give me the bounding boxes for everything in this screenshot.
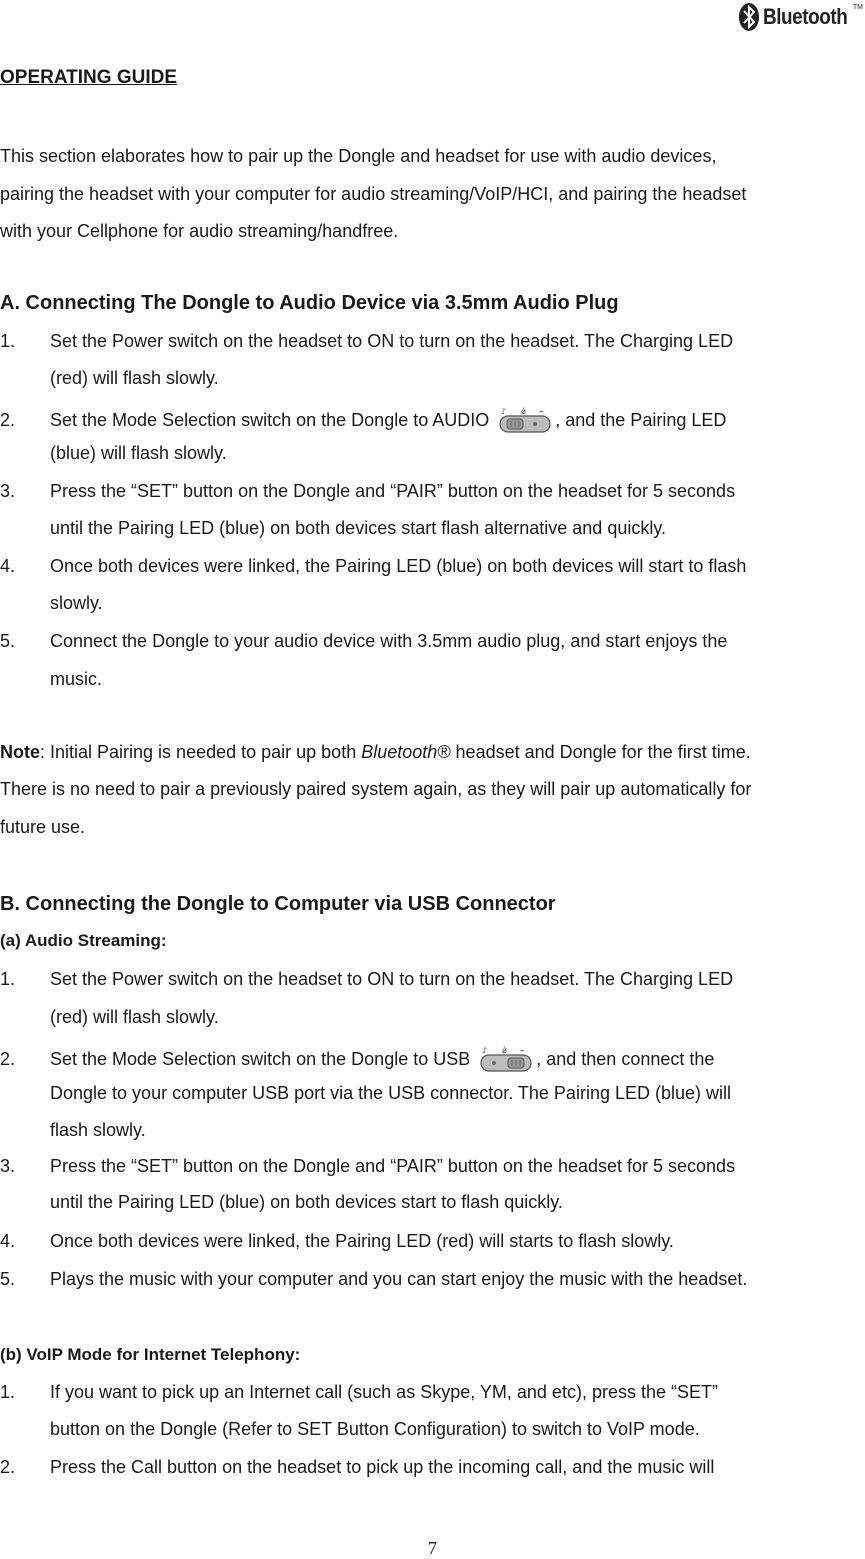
a-item-5-line-1: Connect the Dongle to your audio device with 3.5mm audio plug, and start enjoys the	[50, 631, 728, 651]
b-item-5-line-1: Plays the music with your computer and you can start enjoy the music with the headset.	[50, 1269, 748, 1289]
a-item-5-line-2: music.	[50, 669, 103, 689]
note-text-pre: : Initial Pairing is needed to pair up both	[40, 742, 362, 762]
a-item-1-number: 1.	[0, 331, 16, 351]
mode-selection-switch-icon	[497, 405, 553, 435]
a-item-2-text-post: , and the Pairing LED	[555, 410, 727, 430]
intro-line-3: with your Cellphone for audio streaming/handfree.	[0, 221, 399, 241]
a-item-2-text-pre: Set the Mode Selection switch on the Dongle to AUDIO	[50, 410, 490, 430]
bb-item-2-number: 2.	[0, 1457, 16, 1477]
a-item-5-number: 5.	[0, 631, 16, 651]
b-item-3-number: 3.	[0, 1156, 16, 1176]
note-label: Note	[0, 742, 40, 762]
b-item-2-text-pre: Set the Mode Selection switch on the Dongle to USB	[50, 1049, 471, 1069]
note-brand: Bluetooth®	[361, 742, 451, 762]
bb-item-1-number: 1.	[0, 1382, 16, 1402]
section-b-sub-a: (a) Audio Streaming:	[0, 931, 167, 950]
bluetooth-rune-icon	[738, 2, 760, 32]
a-item-2-number: 2.	[0, 410, 16, 430]
a-item-2-line-1	[50, 409, 726, 431]
b-item-3-line-1: Press the “SET” button on the Dongle and “PAIR” button on the headset for 5 seconds	[50, 1156, 736, 1176]
mode-selection-switch-icon	[478, 1044, 534, 1074]
svg-text:ǿ: ǿ	[502, 1046, 508, 1056]
bb-item-1-line-2: button on the Dongle (Refer to SET Button Configuration) to switch to VoIP mode.	[50, 1419, 700, 1439]
b-item-2-text-post: , and then connect the	[536, 1049, 715, 1069]
b-item-4-number: 4.	[0, 1231, 16, 1251]
a-item-1-line-2: (red) will flash slowly.	[50, 368, 219, 388]
a-item-3-line-2: until the Pairing LED (blue) on both devices start flash alternative and quickly.	[50, 518, 666, 538]
note-line-3: future use.	[0, 817, 86, 837]
a-item-3-line-1: Press the “SET” button on the Dongle and “PAIR” button on the headset for 5 seconds	[50, 481, 736, 501]
note-line-2: There is no need to pair a previously paired system again, as they will pair up automatically for	[0, 779, 752, 799]
section-b-heading: B. Connecting the Dongle to Computer via USB Connector	[0, 893, 556, 915]
a-item-4-number: 4.	[0, 556, 16, 576]
b-item-2-line-2: Dongle to your computer USB port via the USB connector. The Pairing LED (blue) will	[50, 1083, 731, 1103]
section-b-sub-b: (b) VoIP Mode for Internet Telephony:	[0, 1345, 301, 1364]
a-item-1-line-1: Set the Power switch on the headset to ON to turn on the headset. The Charging LED	[50, 331, 734, 351]
svg-text:♪: ♪	[501, 407, 507, 417]
b-item-1-number: 1.	[0, 969, 16, 989]
intro-line-2: pairing the headset with your computer for audio streaming/VoIP/HCI, and pairing the headset	[0, 184, 747, 204]
a-item-4-line-1: Once both devices were linked, the Pairing LED (blue) on both devices will start to flash	[50, 556, 747, 576]
bb-item-2-line-1: Press the Call button on the headset to pick up the incoming call, and the music will	[50, 1457, 715, 1477]
logo-trademark: TM	[852, 4, 863, 11]
b-item-4-line-1: Once both devices were linked, the Pairing LED (red) will starts to flash slowly.	[50, 1231, 674, 1251]
svg-text:ǿ: ǿ	[521, 407, 527, 417]
svg-text:♪: ♪	[482, 1046, 488, 1056]
page-title: OPERATING GUIDE	[0, 67, 177, 88]
b-item-1-line-1: Set the Power switch on the headset to ON to turn on the headset. The Charging LED	[50, 969, 734, 989]
logo-wordmark: Bluetooth	[762, 4, 848, 29]
note-line-1	[0, 741, 751, 763]
a-item-3-number: 3.	[0, 481, 16, 501]
section-a-heading: A. Connecting The Dongle to Audio Device via 3.5mm Audio Plug	[0, 292, 619, 314]
b-item-2-line-1	[50, 1048, 714, 1070]
page-number: 7	[428, 1538, 437, 1558]
a-item-2-line-2: (blue) will flash slowly.	[50, 443, 227, 463]
b-item-2-line-3: flash slowly.	[50, 1120, 146, 1140]
b-item-1-line-2: (red) will flash slowly.	[50, 1007, 219, 1027]
b-item-5-number: 5.	[0, 1269, 16, 1289]
bluetooth-logo	[738, 2, 861, 32]
svg-text:⌁: ⌁	[520, 1046, 526, 1056]
b-item-3-line-2: until the Pairing LED (blue) on both devices start to flash quickly.	[50, 1192, 563, 1212]
bb-item-1-line-1: If you want to pick up an Internet call (such as Skype, YM, and etc), press the “SET”	[50, 1382, 718, 1402]
b-item-2-number: 2.	[0, 1049, 16, 1069]
a-item-4-line-2: slowly.	[50, 593, 103, 613]
intro-line-1: This section elaborates how to pair up the Dongle and headset for use with audio devices,	[0, 146, 717, 166]
svg-text:⌁: ⌁	[539, 407, 545, 417]
note-text-post: headset and Dongle for the first time.	[450, 742, 751, 762]
